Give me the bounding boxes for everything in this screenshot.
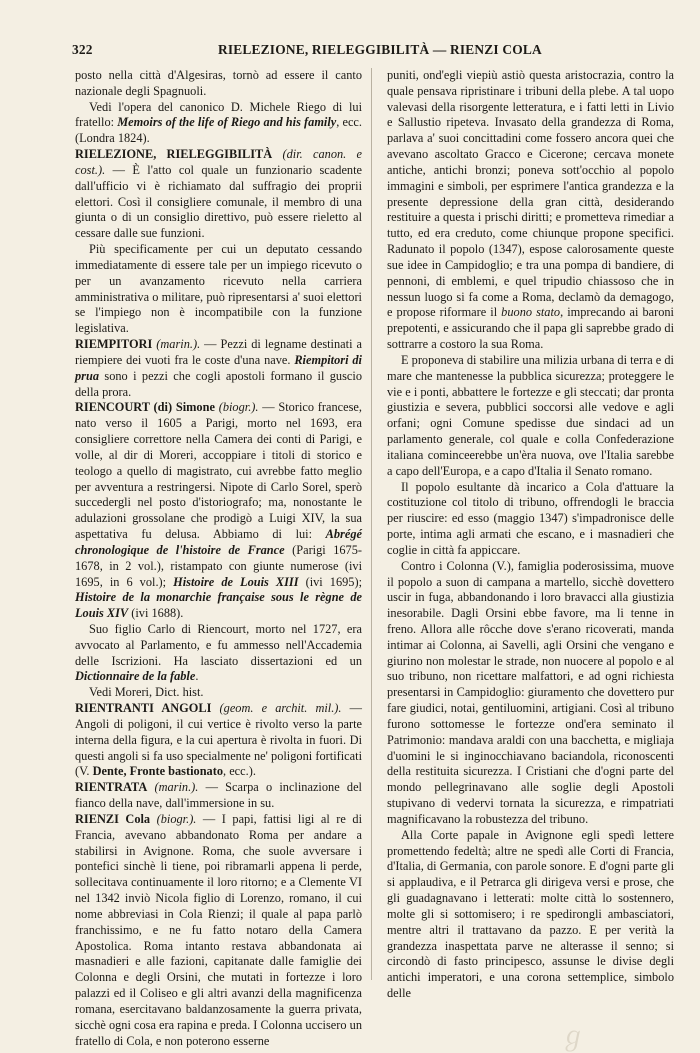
- paragraph: Vedi l'opera del canonico D. Michele Riego di lui fratello: Memoirs of the life of Riego and his family, ecc. (Londra 1824).: [75, 99, 362, 146]
- entry-headword: RIELEZIONE, RIELEGGIBILITÀ: [75, 147, 273, 162]
- right-column: [387, 68, 674, 1002]
- entry-tag: (biogr.).: [150, 811, 197, 826]
- dictionary-entry: RIEMPITORI (marin.). — Pezzi di legname destinati a riempiere dei vuoti fra le coste d'una nave. Riempitori di prua sono i pezzi che cogli apostoli formano il guscio della prora.: [75, 337, 362, 399]
- entry-tag: (geom. e archit. mil.).: [211, 701, 342, 716]
- book-title: Memoirs of the life of Riego and his family: [117, 115, 337, 130]
- paragraph: Contro i Colonna (V.), famiglia poderosissima, muove il popolo a suon di campana a martello, sicchè dovettero uscir in fuga, abbandonando i loro bravacci alla giustizia inesorabile. Dagli Orsini ebbe favore, ma li tenne in freno. Allora alle rôcche dove s'erano ricoverati, manda intimar ai Colonna, ai Savelli, agli Orsini che vengano e giurino non molestar le strade, non nuocere al popolo e al suo tribuno, non ricettare malfattori, e ad ogni richiesta presentarsi in Campidoglio: giuramento che dovettero pur fare giudici, notai, gentiluomini, artigiani. Così al tribuno furono sottomesse le fortezze ond'era seminato il Patrimonio: mandava araldi con una bacchetta, e migliaja d'uomini le si inginocchiavano baciandola, riconoscenti della restituita sicurezza. I Cristiani che d'ogni parte del mondo pellegrinavano alle soglie degli Apostoli stupivano di vedervi tornata la sicurezza, e rimpatriati magnificavano la robustezza del tribuno.: [387, 558, 674, 826]
- entry-tag: (biogr.).: [214, 400, 259, 415]
- paragraph: Alla Corte papale in Avignone egli spedì lettere promettendo fedeltà; altre ne spedì alle Corti di Francia, d'Italia, di Germania, con parole sonore. E d'ogni parte gli si applaudiva, e il Petrarca gli dirigeva versi e prose, che gli guadagnavano i letterati: molte città lo sostennero, molte gli si sottomisero; i re spedirongli ambasciatori, mentre altri il trattavano da pazzo. E per verità la grandezza inaspettata parve ne alterasse il senno; si circondò di fasto principesco, assunse le divise degli antichi imperatori, e una corona settemplice, simbolo delle: [387, 827, 674, 1001]
- entry-headword: RIENZI Cola: [75, 811, 151, 826]
- paragraph: Vedi Moreri, Dict. hist.: [89, 685, 204, 700]
- page-header: [72, 40, 672, 62]
- book-title: Histoire de Louis XIII: [173, 574, 299, 589]
- left-column: [75, 68, 362, 1049]
- dictionary-entry: RIENTRANTI ANGOLI (geom. e archit. mil.). — Angoli di poligoni, il cui vertice è rivolto verso la parte interna della figura, e la cui apertura è rivolta in fuori. Di questi angoli si fa uso specialmente ne' poligoni fortificati (V. Dente, Fronte bastionato, ecc.).: [75, 701, 362, 779]
- book-title: Histoire de la monarchie française sous le règne de Louis XIV: [75, 590, 362, 621]
- paragraph: E proponeva di stabilire una milizia urbana di terra e di mare che mantenesse la pubblica sicurezza; proteggere le vie e i ponti, abbattere le fortezze e gli steccati; dar pronta giustizia e severa, pubblici soccorsi alle vedove e agli orfani; ogni Comune spedisse due sindaci ad un parlamento generale, col quale e colla Confederazione italiana cominceerebbe un'èra nuova, ove l'Italia sarebbe a capo dell'Europa, e a capo d'Italia il Senato romano.: [387, 352, 674, 478]
- scan-watermark: ℊ: [560, 1022, 587, 1051]
- cross-reference: Dente, Fronte bastionato: [92, 764, 224, 779]
- paragraph: Più specificamente per cui un deputato cessando immediatamente di essere tale per un impiego ricevuto o per un avanzamento ricevuto nella carriera amministrativa o militare, può ripresentarsi a' suoi elettori se l'impiego non è incompatibile con la funzione legislativa.: [75, 242, 362, 336]
- entry-headword: RIEMPITORI: [75, 337, 153, 352]
- book-title: Dictionnaire de la fable: [75, 669, 196, 684]
- paragraph: puniti, ond'egli viepiù astiò questa aristocrazia, contro la quale pensava ripristinare i tribuni della plebe. A tal uopo valevasi della risorgente letteratura, e i fatti letti in Livio e Sallustio ripeteva. Invasato della grandezza di Roma, parlava a' suoi concittadini come fossero ancora quei che avevano ascoltato Gracco e Cicerone; cercava monete antiche, antichi bronzi; poneva sott'occhio al popolo immagini e simboli, per esprimere l'antica grandezza e la presente depressione della gran città, desiderando restituire a questa i prischi diritti; e promettevа rimediar a tutto, ed era creduto, come chiunque propone specifici. Radunato il popolo (1347), espose calorosamente queste sue idee in Campidoglio; e tra una pompa di bandiere, di pennoni, di emblemi, e quel tripudio chiassoso che in nessun luogo si fa come a Roma, declamò da demagogo, e propose riformare il buono stato, imprecando ai baroni prepotenti, e assicurando che il papa gli saprebbe grado di sottrarre a costoro la sua Roma.: [387, 68, 674, 352]
- entry-headword: RIENTRANTI ANGOLI: [75, 701, 212, 716]
- paragraph: posto nella città d'Algesiras, tornò ad essere il canto nazionale degli Spagnuoli.: [75, 68, 362, 98]
- entry-tag: (marin.).: [147, 780, 199, 795]
- running-title: RIELEZIONE, RIELEGGIBILITÀ — RIENZI COLA: [218, 42, 542, 57]
- dictionary-entry: RIELEZIONE, RIELEGGIBILITÀ (dir. canon. e cost.). — È l'atto col quale un funzionario scadente dall'ufficio vi è richiamato dal suffragio dei proprii elettori. Così il consigliere comunale, il membro di una giunta o di un consiglio direttivo, può essere rieletto al cessare dalle sue funzioni.: [75, 147, 362, 241]
- paragraph: Il popolo esultante dà incarico a Cola d'attuare la costituzione col titolo di tribuno, offrendogli le braccia per riuscire: ed esso (maggio 1347) s'impadronisce delle porte, intima agli armati che escano, e i masnadieri che coglie in città fa appiccare.: [387, 479, 674, 557]
- entry-tag: (marin.).: [152, 337, 201, 352]
- dictionary-entry: RIENZI Cola (biogr.). — I papi, fattisi ligi al re di Francia, avevano abbandonato Roma per andare a stabilirsi in Avignone. Roma, che suole avversare i pontefici sinchè li tiene, poi ribramarli appena li perde, sollecitava continuamente il loro ritorno; e a Clemente VI nel 1342 inviò Nicola figlio di Lorenzo, romano, il cui nome abbreviasi in Cola Rienzi; il quale al papa parlò franchissimo, e ne fu fatto notaro della Camera Apostolica. Roma intanto restava abbandonata ai masnadieri e alle fazioni, capitanate dalle famiglie dei Colonna e degli Orsini, che mutati in fortezze i loro palazzi ed il Coliseo e gli altri avanzi della magnificenza romana, esercitavano baldanzosamente la guerra privata, sicchè ogni cosa era rapina e preda. I Colonna uccisero un fratello di Cola, e non poterono esserne: [75, 811, 362, 1048]
- book-title: Abrégé chronologique de l'histoire de France: [75, 527, 362, 557]
- entry-tag: (dir. canon. e cost.).: [75, 147, 362, 177]
- column-divider: [371, 68, 372, 980]
- dictionary-entry: RIENTRATA (marin.). — Scarpa o inclinazione del fianco della nave, dall'immersione in su.: [75, 780, 362, 811]
- dictionary-entry: RIENCOURT (di) Simone (biogr.). — Storico francese, nato verso il 1605 a Parigi, morto nel 1693, era consigliere correttore nella Camera dei conti di Parigi, e volle, al dir di Moreri, accoppiare i titoli di storico e teologo a quello di magistrato, cui avrebbe fatto meglio per avventura a restringersi. Nipote di Carlo Sorel, sperò succedergli nel posto d'istoriografo; ma, nonostante le adulazioni grossolane che prodigò a Luigi XIV, la sua aspettativa fu delusa. Abbiamo di lui: Abrégé chronologique de l'histoire de France (Parigi 1675-1678, in 2 vol.), ristampato con giunte numerose (ivi 1695, in 6 vol.); Histoire de Louis XIII (ivi 1695); Histoire de la monarchie française sous le règne de Louis XIV (ivi 1688).: [75, 400, 363, 621]
- entry-headword: RIENCOURT (di) Simone: [75, 400, 215, 415]
- page-number: 322: [72, 42, 93, 57]
- entry-headword: RIENTRATA: [75, 780, 148, 795]
- paragraph: Suo figlio Carlo di Riencourt, morto nel 1727, era avvocato al Parlamento, e fu ammesso nell'Accademia delle Iscrizioni. Ha lasciato dissertazioni ed un Dictionnaire de la fable.: [75, 621, 362, 684]
